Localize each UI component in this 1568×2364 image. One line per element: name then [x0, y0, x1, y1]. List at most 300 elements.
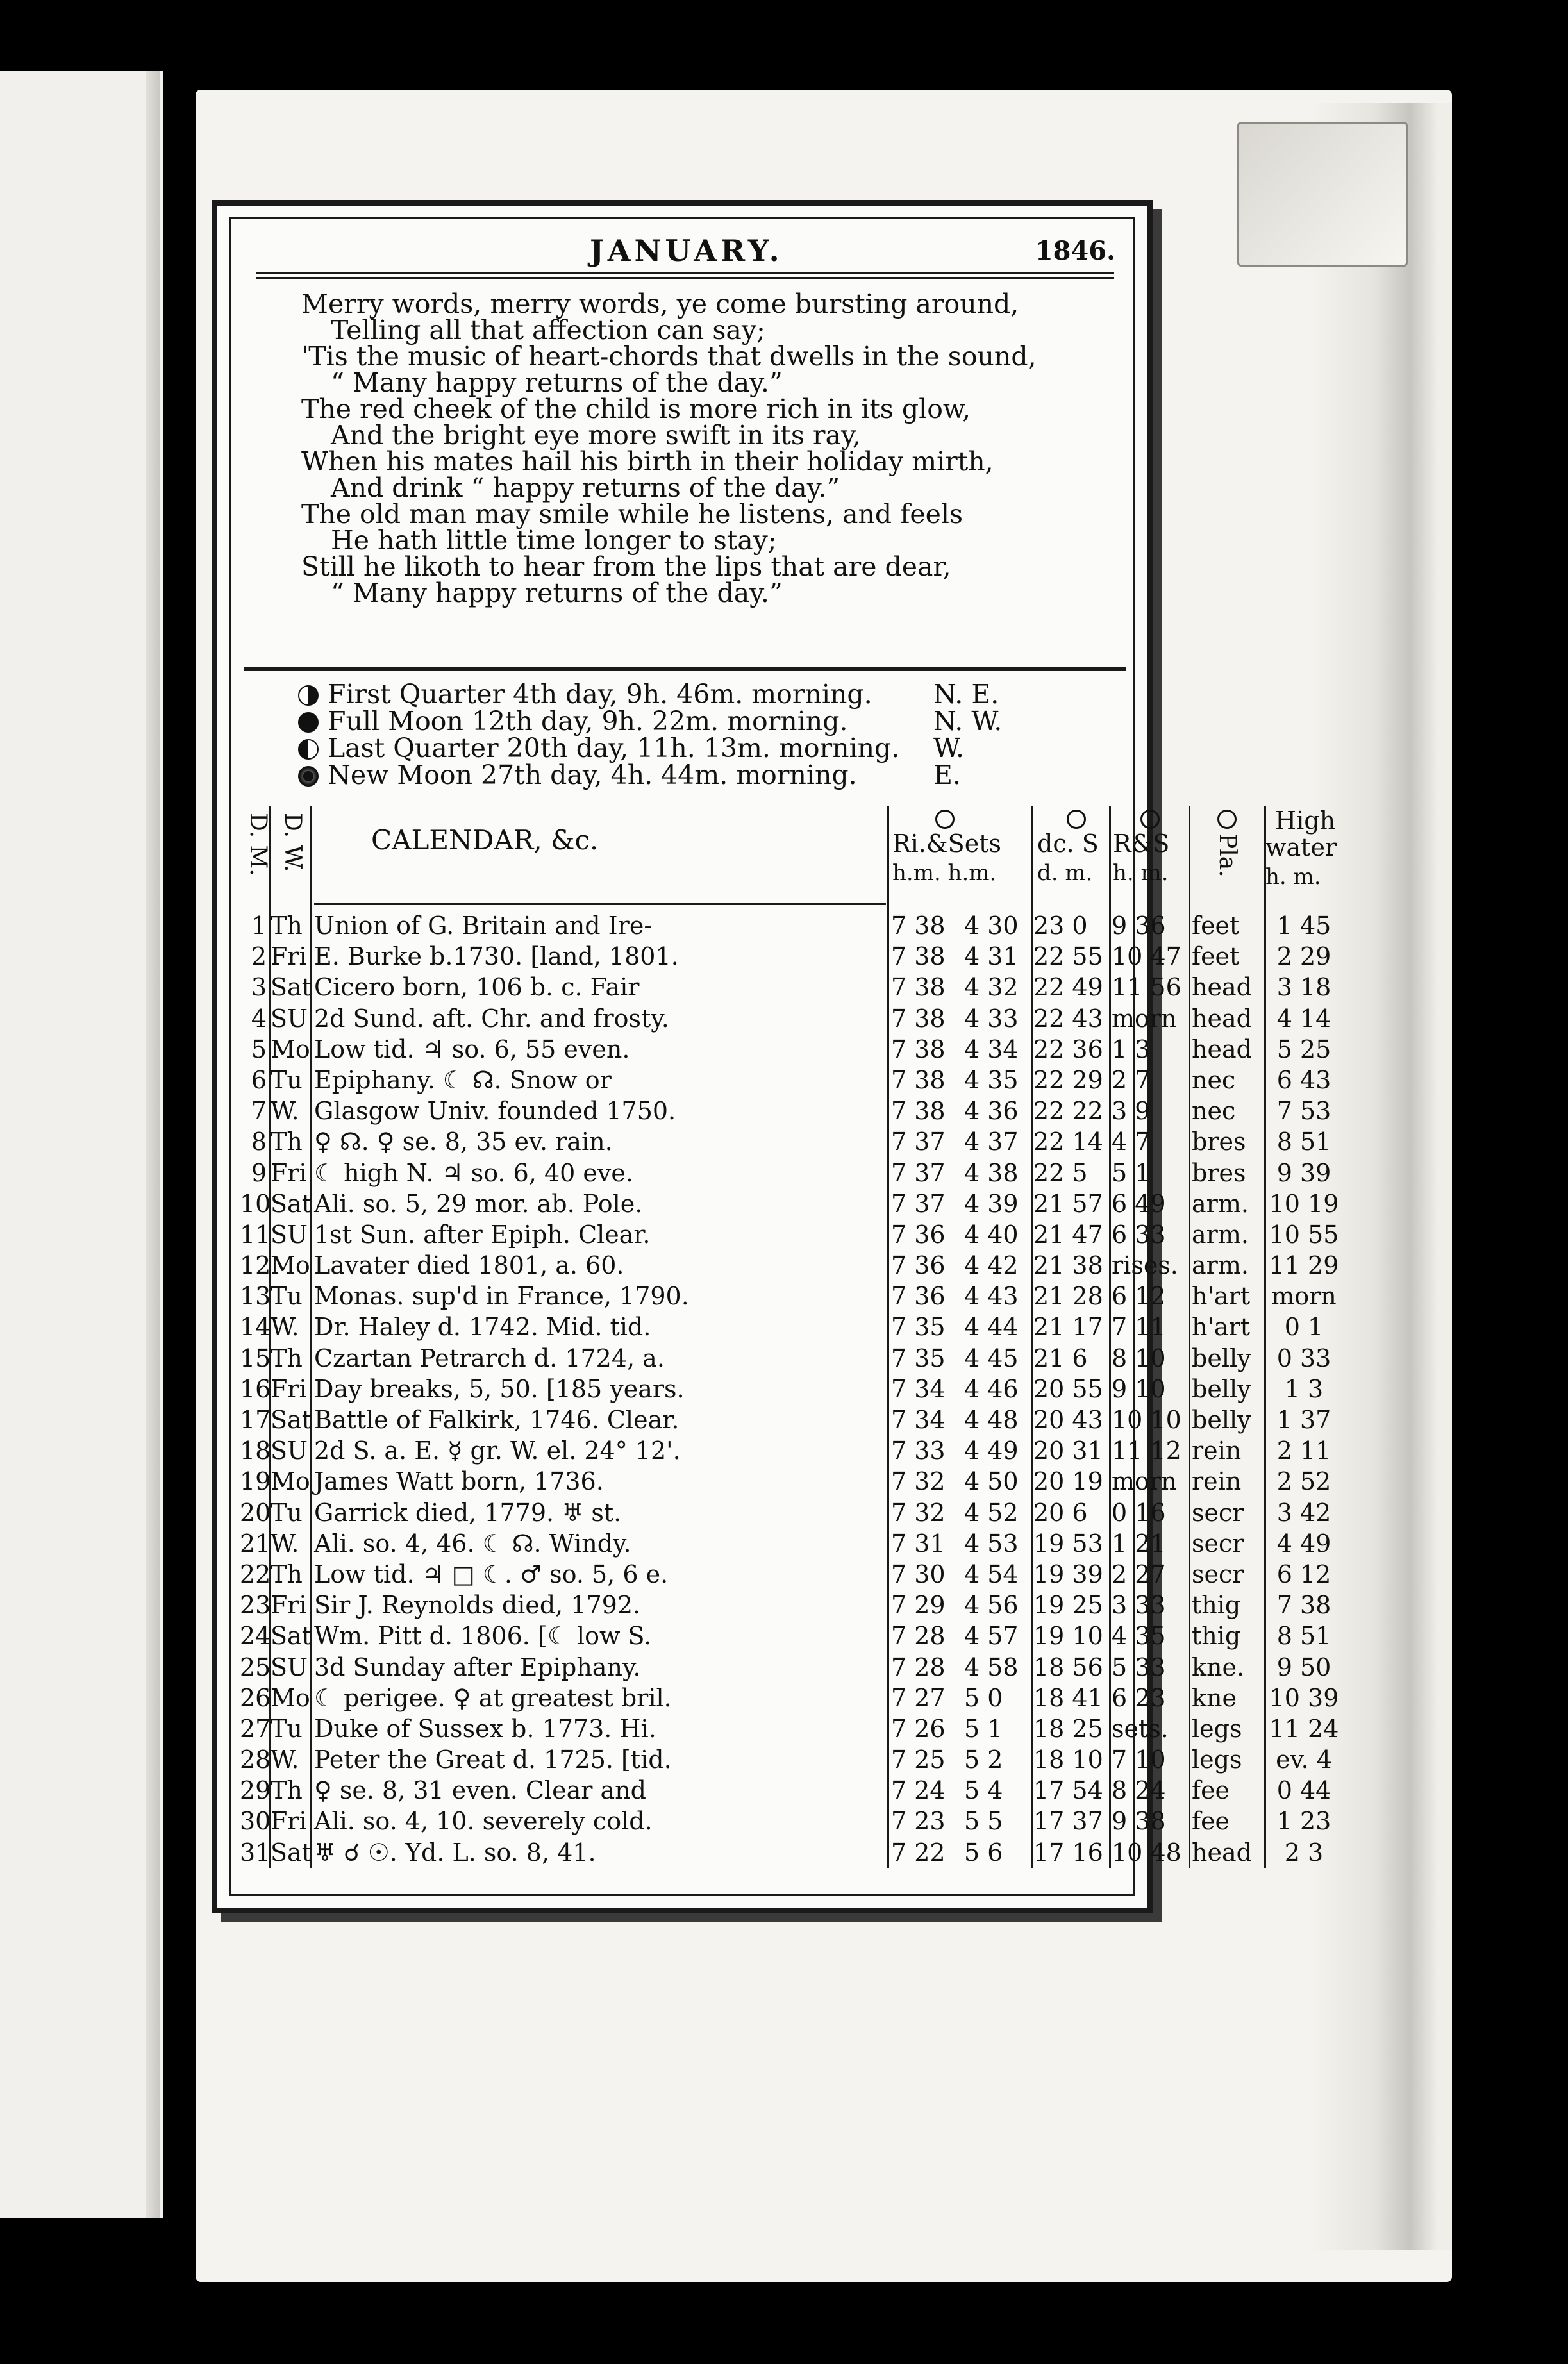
day-of-month-cell: 29	[240, 1776, 271, 1805]
table-row	[240, 1806, 1331, 1836]
moon-rise-set-cell: 7 11	[1112, 1313, 1166, 1342]
sun-rises-cell: 7 36	[891, 1251, 946, 1280]
sun-sets-cell: 4 58	[964, 1652, 1019, 1681]
day-of-week-cell: Sat	[271, 973, 312, 1002]
table-row	[240, 1065, 1331, 1095]
high-water-cell: morn	[1271, 1282, 1337, 1311]
sun-rises-cell: 7 31	[891, 1529, 946, 1558]
high-water-cell: 2 29	[1276, 942, 1331, 971]
poem-line: Still he likoth to hear from the lips that are dear,	[301, 551, 951, 582]
calendar-table	[240, 806, 1339, 1868]
sun-sets-cell: 5 5	[964, 1807, 1003, 1836]
almanac-inner-border	[229, 217, 1339, 1896]
col-divider	[1189, 806, 1190, 1868]
moon-rise-set-cell: 10 48	[1112, 1838, 1181, 1867]
heading-rule-2	[256, 277, 1114, 279]
moon-place-cell: secr	[1192, 1498, 1244, 1527]
full-moon-icon	[298, 712, 319, 733]
sun-rises-cell: 7 28	[891, 1652, 946, 1681]
sun-declination-cell: 19 53	[1033, 1529, 1103, 1558]
poem-rule	[244, 667, 1126, 671]
sun-sets-cell: 4 40	[964, 1220, 1019, 1249]
calendar-note-cell: Dr. Haley d. 1742. Mid. tid.	[314, 1313, 651, 1342]
sun-sets-cell: 4 33	[964, 1004, 1019, 1033]
sun-declination-cell: 21 17	[1033, 1313, 1103, 1342]
sun-rises-cell: 7 37	[891, 1128, 946, 1156]
sun-rises-cell: 7 38	[891, 973, 946, 1002]
high-water-cell: 0 44	[1276, 1776, 1331, 1805]
sun-declination-cell: 18 10	[1033, 1745, 1103, 1774]
sun-sets-cell: 5 4	[964, 1776, 1003, 1805]
day-of-month-cell: 28	[240, 1745, 271, 1774]
sun-declination-cell: 22 29	[1033, 1065, 1103, 1094]
heading-rule	[256, 272, 1114, 274]
high-water-cell: 5 25	[1276, 1035, 1331, 1063]
poem-line: 'Tis the music of heart-chords that dwells in the sound,	[301, 341, 1037, 372]
sun-sets-cell: 4 37	[964, 1128, 1019, 1156]
day-of-week-cell: Th	[271, 1776, 303, 1805]
sun-sets-cell: 5 0	[964, 1683, 1003, 1712]
moon-rise-set-cell: 9 38	[1112, 1807, 1166, 1836]
calendar-note-cell: Ali. so. 4, 10. severely cold.	[314, 1807, 653, 1836]
table-body	[240, 910, 1339, 1868]
table-row	[240, 1528, 1331, 1559]
table-row	[240, 1775, 1331, 1806]
moon-place-cell: bres	[1192, 1158, 1246, 1187]
day-of-week-cell: SU	[271, 1436, 308, 1465]
moon-rise-set-cell: 6 12	[1112, 1282, 1166, 1311]
sun-declination-cell: 22 5	[1033, 1158, 1088, 1187]
moon-rise-set-cell: 9 36	[1112, 911, 1166, 940]
sun-rises-cell: 7 38	[891, 911, 946, 940]
day-of-month-cell: 6	[251, 1065, 267, 1094]
moon-phase-row	[298, 708, 1002, 735]
moon-place-cell: h'art	[1192, 1282, 1251, 1311]
calendar-note-cell: ♀ ☊. ♀ se. 8, 35 ev. rain.	[314, 1128, 613, 1156]
month-title: JANUARY.	[590, 233, 783, 268]
moon-rise-set-cell: 6 23	[1112, 1683, 1166, 1712]
sun-sets-cell: 4 31	[964, 942, 1019, 971]
sun-sets-cell: 4 42	[964, 1251, 1019, 1280]
phase-text: Full Moon 12th day, 9h. 22m. morning.	[328, 706, 848, 737]
sun-declination-cell: 20 19	[1033, 1467, 1103, 1496]
sun-sets-cell: 4 48	[964, 1406, 1019, 1434]
moon-place-cell: kne	[1192, 1683, 1237, 1712]
moon-place-cell: rein	[1192, 1467, 1242, 1496]
poem-line: The old man may smile while he listens, and feels	[301, 499, 963, 529]
sun-declination-cell: 22 36	[1033, 1035, 1103, 1063]
moon-rise-set-cell: sets.	[1112, 1714, 1169, 1743]
sun-rises-cell: 7 36	[891, 1220, 946, 1249]
sun-declination-cell: 17 16	[1033, 1838, 1103, 1867]
table-row	[240, 1590, 1331, 1620]
calendar-note-cell: 3d Sunday after Epiphany.	[314, 1652, 641, 1681]
high-water-cell: 11 29	[1269, 1251, 1339, 1280]
day-of-week-cell: W.	[271, 1097, 299, 1126]
table-row	[240, 1652, 1331, 1683]
sun-rises-cell: 7 24	[891, 1776, 946, 1805]
moon-rise-set-cell: 5 1	[1112, 1158, 1151, 1187]
table-row	[240, 1095, 1331, 1126]
moon-place-cell: bres	[1192, 1128, 1246, 1156]
day-of-week-cell: Fri	[271, 1591, 307, 1620]
moon-place-cell: arm.	[1192, 1220, 1249, 1249]
header-moon-rise-set: R&S	[1113, 829, 1170, 858]
day-of-week-cell: Mo	[271, 1251, 310, 1280]
day-of-month-cell: 4	[251, 1004, 267, 1033]
day-of-week-cell: Th	[271, 1128, 303, 1156]
calendar-note-cell: Lavater died 1801, a. 60.	[314, 1251, 624, 1280]
day-of-month-cell: 1	[251, 911, 267, 940]
moon-rise-set-cell: 10 10	[1112, 1406, 1181, 1434]
almanac-page-frame	[212, 200, 1339, 1913]
high-water-cell: 6 12	[1276, 1560, 1331, 1588]
table-row	[240, 1683, 1339, 1713]
day-of-week-cell: Th	[271, 1344, 303, 1372]
phase-text: First Quarter 4th day, 9h. 46m. morning.	[328, 679, 872, 710]
moon-phases	[298, 681, 1002, 788]
moon-rise-set-cell: 1 3	[1112, 1035, 1151, 1063]
high-water-cell: 0 33	[1276, 1344, 1331, 1372]
phase-direction: N. W.	[933, 706, 1003, 737]
calendar-note-cell: Low tid. ♃ □ ☾. ♂ so. 5, 6 e.	[314, 1560, 669, 1588]
sun-declination-cell: 20 6	[1033, 1498, 1088, 1527]
moon-rise-set-cell: 6 33	[1112, 1220, 1166, 1249]
sun-declination-cell: 23 0	[1033, 911, 1088, 940]
day-of-week-cell: Sat	[271, 1838, 312, 1867]
day-of-month-cell: 13	[240, 1282, 271, 1311]
sun-declination-cell: 22 43	[1033, 1004, 1103, 1033]
col-divider	[1031, 806, 1033, 1868]
moon-place-cell: head	[1192, 1004, 1252, 1033]
day-of-month-cell: 9	[251, 1158, 267, 1187]
table-row	[240, 1620, 1331, 1651]
high-water-cell: 1 45	[1276, 911, 1331, 940]
sun-declination-cell: 17 37	[1033, 1807, 1103, 1836]
header-water: water	[1265, 833, 1337, 862]
high-water-cell: 10 39	[1269, 1683, 1339, 1712]
calendar-note-cell: Union of G. Britain and Ire-	[314, 911, 653, 940]
moon-place-cell: feet	[1192, 911, 1240, 940]
sun-rises-cell: 7 32	[891, 1467, 946, 1496]
sun-sets-cell: 4 52	[964, 1498, 1019, 1527]
calendar-note-cell: Day breaks, 5, 50. [185 years.	[314, 1374, 685, 1403]
calendar-note-cell: ♅ ☌ ☉. Yd. L. so. 8, 41.	[314, 1838, 596, 1867]
sun-declination-cell: 22 55	[1033, 942, 1103, 971]
calendar-note-cell: Cicero born, 106 b. c. Fair	[314, 973, 640, 1002]
col-divider	[1264, 806, 1266, 1868]
sun-rises-cell: 7 28	[891, 1622, 946, 1651]
day-of-week-cell: Fri	[271, 1158, 307, 1187]
sun-sets-cell: 4 43	[964, 1282, 1019, 1311]
sun-sets-cell: 4 46	[964, 1374, 1019, 1403]
moon-phase-row	[298, 735, 1002, 762]
moon-rise-set-cell: 11 12	[1112, 1436, 1181, 1465]
high-water-cell: 4 14	[1276, 1004, 1331, 1033]
sun-sets-cell: 4 49	[964, 1436, 1019, 1465]
table-row	[240, 1219, 1339, 1250]
sun-rises-cell: 7 27	[891, 1683, 946, 1712]
calendar-note-cell: Wm. Pitt d. 1806. [☾ low S.	[314, 1622, 652, 1651]
day-of-month-cell: 30	[240, 1807, 271, 1836]
moon-rise-set-cell: morn	[1112, 1004, 1177, 1033]
calendar-note-cell: 1st Sun. after Epiph. Clear.	[314, 1220, 651, 1249]
moon-place-cell: head	[1192, 1838, 1252, 1867]
dog-eared-corner	[1237, 122, 1408, 267]
high-water-cell: 2 11	[1276, 1436, 1331, 1465]
poem-line: Merry words, merry words, ye come bursting around,	[301, 288, 1019, 319]
day-of-month-cell: 8	[251, 1128, 267, 1156]
sun-sets-cell: 4 53	[964, 1529, 1019, 1558]
day-of-week-cell: Mo	[271, 1683, 310, 1712]
sun-sets-cell: 5 6	[964, 1838, 1003, 1867]
sun-sets-cell: 4 30	[964, 911, 1019, 940]
day-of-week-cell: Sat	[271, 1622, 312, 1651]
moon-place-cell: nec	[1192, 1097, 1236, 1126]
day-of-week-cell: Mo	[271, 1467, 310, 1496]
poem	[301, 288, 1037, 608]
table-row	[240, 1281, 1337, 1311]
table-row	[240, 1559, 1331, 1590]
moon-rise-set-cell: 4 35	[1112, 1622, 1166, 1651]
sun-sets-cell: 4 34	[964, 1035, 1019, 1063]
header-rise-sets: Ri.&Sets	[892, 829, 1001, 858]
day-of-week-cell: Tu	[271, 1498, 303, 1527]
sun-declination-cell: 22 14	[1033, 1128, 1103, 1156]
table-row	[240, 1713, 1339, 1744]
sun-rises-cell: 7 38	[891, 1035, 946, 1063]
moon-place-symbol-icon	[1217, 806, 1237, 835]
moon-place-cell: rein	[1192, 1436, 1242, 1465]
header-rise-sets-units: h.m. h.m.	[892, 860, 997, 886]
sun-rises-cell: 7 37	[891, 1189, 946, 1218]
high-water-cell: 9 50	[1276, 1652, 1331, 1681]
sun-declination-cell: 22 49	[1033, 973, 1103, 1002]
calendar-note-cell: James Watt born, 1736.	[314, 1467, 604, 1496]
moon-place-cell: arm.	[1192, 1251, 1249, 1280]
high-water-cell: 6 43	[1276, 1065, 1331, 1094]
sun-declination-cell: 21 6	[1033, 1344, 1088, 1372]
book-spine-fold	[146, 71, 160, 2218]
moon-place-cell: fee	[1192, 1807, 1230, 1836]
poem-line: When his mates hail his birth in their holiday mirth,	[301, 446, 994, 477]
sun-rises-cell: 7 25	[891, 1745, 946, 1774]
sun-rises-cell: 7 22	[891, 1838, 946, 1867]
table-row	[240, 1497, 1331, 1528]
sun-rises-cell: 7 35	[891, 1313, 946, 1342]
sun-rises-cell: 7 38	[891, 1065, 946, 1094]
table-row	[240, 1158, 1331, 1188]
day-of-month-cell: 19	[240, 1467, 271, 1496]
moon-place-cell: head	[1192, 973, 1252, 1002]
day-of-month-cell: 18	[240, 1436, 271, 1465]
phase-text: Last Quarter 20th day, 11h. 13m. morning.	[328, 733, 900, 763]
header-high: High	[1275, 806, 1336, 835]
high-water-cell: 1 37	[1276, 1406, 1331, 1434]
moon-place-cell: secr	[1192, 1529, 1244, 1558]
moon-phase-row	[298, 762, 1002, 788]
day-of-week-cell: Fri	[271, 942, 307, 971]
sun-declination-cell: 19 25	[1033, 1591, 1103, 1620]
day-of-week-cell: Sat	[271, 1189, 312, 1218]
moon-rise-set-cell: 11 56	[1112, 973, 1181, 1002]
table-row	[240, 910, 1331, 941]
sun-rises-cell: 7 33	[891, 1436, 946, 1465]
moon-place-cell: belly	[1192, 1374, 1251, 1403]
day-of-month-cell: 23	[240, 1591, 271, 1620]
moon-rise-set-cell: 0 16	[1112, 1498, 1166, 1527]
moon-place-cell: fee	[1192, 1776, 1230, 1805]
col-divider	[887, 806, 889, 1868]
moon-rise-set-cell: 8 10	[1112, 1344, 1166, 1372]
new-moon-icon	[298, 766, 319, 787]
header-day-of-month: D. M.	[245, 813, 271, 876]
day-of-month-cell: 14	[240, 1313, 271, 1342]
sun-sets-cell: 4 45	[964, 1344, 1019, 1372]
sun-declination-cell: 18 56	[1033, 1652, 1103, 1681]
calendar-note-cell: ♀ se. 8, 31 even. Clear and	[314, 1776, 646, 1805]
header-rs-units: h. m.	[1113, 860, 1169, 886]
moon-rise-set-cell: 3 9	[1112, 1097, 1151, 1126]
day-of-month-cell: 25	[240, 1652, 271, 1681]
high-water-cell: 9 39	[1276, 1158, 1331, 1187]
header-place: Pla.	[1214, 833, 1240, 878]
day-of-week-cell: Fri	[271, 1807, 307, 1836]
high-water-cell: 0 1	[1284, 1313, 1324, 1342]
sun-declination-cell: 18 41	[1033, 1683, 1103, 1712]
moon-rise-set-cell: 4 7	[1112, 1128, 1151, 1156]
table-row	[240, 1188, 1339, 1219]
table-row	[240, 941, 1331, 972]
high-water-cell: 8 51	[1276, 1622, 1331, 1651]
header-declination: dc. S	[1037, 829, 1099, 858]
phase-direction: N. E.	[933, 679, 999, 710]
sun-declination-cell: 21 38	[1033, 1251, 1103, 1280]
high-water-cell: 2 52	[1276, 1467, 1331, 1496]
day-of-month-cell: 3	[251, 973, 267, 1002]
sun-rises-cell: 7 36	[891, 1282, 946, 1311]
day-of-month-cell: 16	[240, 1374, 271, 1403]
moon-place-cell: thig	[1192, 1622, 1241, 1651]
calendar-note-cell: Low tid. ♃ so. 6, 55 even.	[314, 1035, 630, 1063]
sun-declination-cell: 17 54	[1033, 1776, 1103, 1805]
sun-sets-cell: 4 35	[964, 1065, 1019, 1094]
sun-declination-cell: 19 10	[1033, 1622, 1103, 1651]
sun-rises-cell: 7 37	[891, 1158, 946, 1187]
calendar-note-cell: Garrick died, 1779. ♅ st.	[314, 1498, 622, 1527]
poem-line: Telling all that affection can say;	[331, 315, 765, 345]
calendar-note-cell: 2d Sund. aft. Chr. and frosty.	[314, 1004, 669, 1033]
calendar-note-cell: Epiphany. ☾ ☊. Snow or	[314, 1065, 612, 1094]
sun-rises-cell: 7 29	[891, 1591, 946, 1620]
sun-rises-cell: 7 34	[891, 1406, 946, 1434]
day-of-week-cell: Th	[271, 1560, 303, 1588]
day-of-month-cell: 2	[251, 942, 267, 971]
calendar-note-cell: 2d S. a. E. ☿ gr. W. el. 24° 12'.	[314, 1436, 681, 1465]
table-row	[240, 1250, 1339, 1281]
poem-line: And the bright eye more swift in its ray,	[331, 420, 861, 451]
sun-rises-cell: 7 38	[891, 1004, 946, 1033]
calendar-note-cell: E. Burke b.1730. [land, 1801.	[314, 942, 679, 971]
day-of-month-cell: 17	[240, 1406, 271, 1434]
sun-sets-cell: 4 32	[964, 973, 1019, 1002]
sun-sets-cell: 4 39	[964, 1189, 1019, 1218]
moon-place-cell: belly	[1192, 1406, 1251, 1434]
moon-rise-set-cell: 6 49	[1112, 1189, 1166, 1218]
moon-place-cell: arm.	[1192, 1189, 1249, 1218]
calendar-note-cell: Glasgow Univ. founded 1750.	[314, 1097, 676, 1126]
high-water-cell: 7 38	[1276, 1591, 1331, 1620]
moon-rise-set-cell: 10 47	[1112, 942, 1181, 971]
sun-declination-cell: 18 25	[1033, 1714, 1103, 1743]
day-of-month-cell: 26	[240, 1683, 271, 1712]
sun-rises-cell: 7 38	[891, 942, 946, 971]
poem-line: He hath little time longer to stay;	[331, 525, 777, 556]
moon-rise-set-cell: 5 33	[1112, 1652, 1166, 1681]
high-water-cell: 3 18	[1276, 973, 1331, 1002]
moon-phase-row	[298, 681, 1002, 708]
day-of-month-cell: 27	[240, 1714, 271, 1743]
sun-sets-cell: 4 38	[964, 1158, 1019, 1187]
sun-sets-cell: 4 57	[964, 1622, 1019, 1651]
phase-direction: W.	[933, 733, 965, 763]
day-of-week-cell: Sat	[271, 1406, 312, 1434]
high-water-cell: 4 49	[1276, 1529, 1331, 1558]
table-row	[240, 1343, 1331, 1374]
sun-rises-cell: 7 35	[891, 1344, 946, 1372]
header-calendar: CALENDAR, &c.	[371, 824, 599, 856]
table-row	[240, 1003, 1331, 1034]
sun-sets-cell: 4 44	[964, 1313, 1019, 1342]
sun-declination-cell: 19 39	[1033, 1560, 1103, 1588]
high-water-cell: ev. 4	[1276, 1745, 1332, 1774]
table-row	[240, 1435, 1331, 1466]
poem-line: And drink “ happy returns of the day.”	[331, 472, 840, 503]
moon-rise-set-cell: morn	[1112, 1467, 1177, 1496]
sun-rises-cell: 7 32	[891, 1498, 946, 1527]
moon-rise-set-cell: rises.	[1112, 1251, 1178, 1280]
table-row	[240, 1374, 1324, 1404]
day-of-week-cell: SU	[271, 1004, 308, 1033]
high-water-cell: 10 19	[1269, 1189, 1339, 1218]
day-of-month-cell: 10	[240, 1189, 271, 1218]
calendar-note-cell: ☾ perigee. ♀ at greatest bril.	[314, 1683, 672, 1712]
table-header	[240, 806, 1337, 910]
sun-sets-cell: 4 50	[964, 1467, 1019, 1496]
day-of-month-cell: 24	[240, 1622, 271, 1651]
moon-rise-set-cell: 2 27	[1112, 1560, 1166, 1588]
day-of-month-cell: 5	[251, 1035, 267, 1063]
table-row	[240, 1837, 1324, 1868]
moon-rise-set-cell: 3 33	[1112, 1591, 1166, 1620]
day-of-week-cell: Tu	[271, 1282, 303, 1311]
table-row	[240, 1311, 1324, 1342]
high-water-cell: 3 42	[1276, 1498, 1331, 1527]
poem-line: The red cheek of the child is more rich in its glow,	[301, 394, 971, 424]
calendar-note-cell: Czartan Petrarch d. 1724, a.	[314, 1344, 665, 1372]
day-of-month-cell: 12	[240, 1251, 271, 1280]
day-of-month-cell: 15	[240, 1344, 271, 1372]
sun-rises-cell: 7 34	[891, 1374, 946, 1403]
col-divider	[310, 806, 312, 1868]
day-of-week-cell: W.	[271, 1529, 299, 1558]
day-of-week-cell: W.	[271, 1313, 299, 1342]
calendar-note-cell: ☾ high N. ♃ so. 6, 40 eve.	[314, 1158, 633, 1187]
sun-declination-cell: 20 55	[1033, 1374, 1103, 1403]
day-of-week-cell: SU	[271, 1220, 308, 1249]
sun-declination-cell: 22 22	[1033, 1097, 1103, 1126]
sun-declination-cell: 21 47	[1033, 1220, 1103, 1249]
